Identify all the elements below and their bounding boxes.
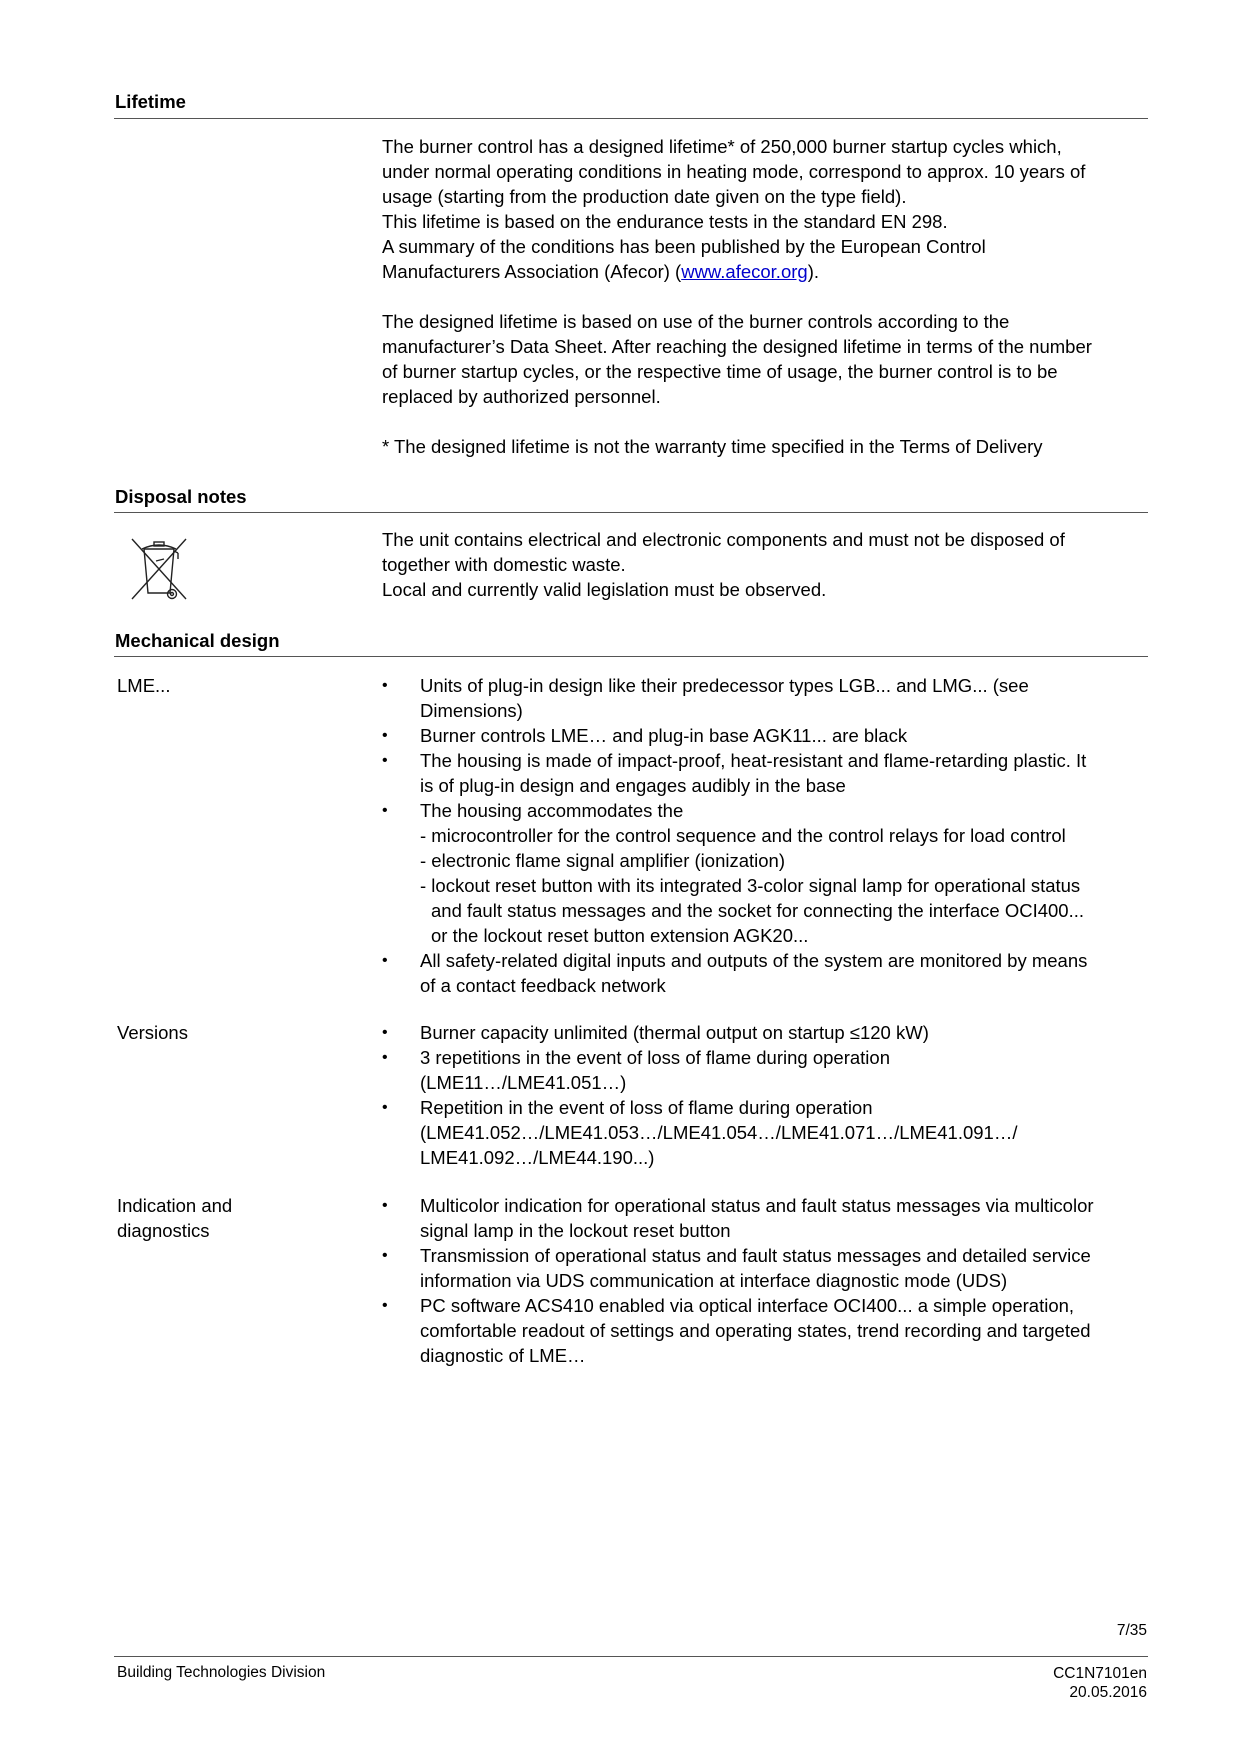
sub-item-line: - electronic flame signal amplifier (ionization) <box>420 850 786 871</box>
label-indication-diagnostics <box>117 1193 347 1243</box>
list-item <box>382 798 1152 948</box>
footer-rule <box>114 1656 1148 1657</box>
text-line: usage (starting from the production date given on the type field). <box>382 186 907 207</box>
item-line: Burner controls LME… and plug-in base AGK11... are black <box>420 725 908 746</box>
sub-item-continuation: and fault status messages and the socket for connecting the interface OCI400... <box>431 900 1085 921</box>
section-rule <box>114 512 1148 513</box>
afecor-link[interactable]: www.afecor.org <box>681 261 808 282</box>
item-line: information via UDS communication at interface diagnostic mode (UDS) <box>420 1270 1008 1291</box>
item-line: is of plug-in design and engages audibly in the base <box>420 775 846 796</box>
lifetime-body <box>382 134 1152 459</box>
bullet-icon: • <box>382 1247 388 1264</box>
label-line: Indication and <box>117 1195 233 1216</box>
list-item <box>382 723 1152 748</box>
lifetime-paragraph-1-last-line <box>382 259 1152 284</box>
bullet-icon: • <box>382 752 388 769</box>
sub-item-line: - lockout reset button with its integrated 3-color signal lamp for operational status <box>420 875 1081 896</box>
bullet-icon: • <box>382 1197 388 1214</box>
sub-item <box>420 848 1152 873</box>
lifetime-footnote: * The designed lifetime is not the warranty time specified in the Terms of Delivery <box>382 436 1043 457</box>
item-line: diagnostic of LME… <box>420 1345 586 1366</box>
item-line: 3 repetitions in the event of loss of flame during operation <box>420 1047 890 1068</box>
item-line: All safety-related digital inputs and outputs of the system are monitored by means <box>420 950 1088 971</box>
section-title-disposal: Disposal notes <box>115 486 247 507</box>
list-item <box>382 1243 1152 1293</box>
section-title-lifetime: Lifetime <box>115 91 186 112</box>
text: ). <box>807 261 819 282</box>
item-line: (LME11…/LME41.051…) <box>420 1072 627 1093</box>
footer-date: 20.05.2016 <box>1069 1684 1147 1701</box>
list-item <box>382 948 1152 998</box>
sub-item-line: - microcontroller for the control sequence and the control relays for load control <box>420 825 1066 846</box>
bullet-icon: • <box>382 1099 388 1116</box>
weee-crossed-bin-icon <box>128 537 190 601</box>
page-number: 7/35 <box>1116 1622 1147 1639</box>
sub-item-continuation: or the lockout reset button extension AGK20... <box>431 925 809 946</box>
item-line: Multicolor indication for operational status and fault status messages via multicolor <box>420 1195 1094 1216</box>
bullet-icon: • <box>382 1049 388 1066</box>
item-line: Units of plug-in design like their predecessor types LGB... and LMG... (see <box>420 675 1029 696</box>
item-line: Repetition in the event of loss of flame during operation <box>420 1097 873 1118</box>
bullet-icon: • <box>382 1297 388 1314</box>
list-item <box>382 1095 1152 1170</box>
disposal-body <box>382 527 1152 602</box>
lme-feature-list <box>382 673 1152 998</box>
text-line: The unit contains electrical and electronic components and must not be disposed of <box>382 529 1065 550</box>
text-line: The designed lifetime is based on use of the burner controls according to the <box>382 311 1010 332</box>
item-line: LME41.092…/LME44.190...) <box>420 1147 655 1168</box>
footer-doc-id: CC1N7101en <box>1053 1665 1147 1682</box>
text-line: The burner control has a designed lifetime* of 250,000 burner startup cycles which, <box>382 136 1062 157</box>
text-line: replaced by authorized personnel. <box>382 386 661 407</box>
list-item <box>382 673 1152 723</box>
text-line: under normal operating conditions in heating mode, correspond to approx. 10 years of <box>382 161 1086 182</box>
section-rule <box>114 118 1148 119</box>
item-line: Transmission of operational status and fault status messages and detailed service <box>420 1245 1091 1266</box>
item-line: The housing accommodates the <box>420 800 684 821</box>
item-line: of a contact feedback network <box>420 975 666 996</box>
label-versions: Versions <box>117 1022 188 1043</box>
section-title-mechanical-design: Mechanical design <box>115 630 280 651</box>
text-line: manufacturer’s Data Sheet. After reaching the designed lifetime in terms of the number <box>382 336 1092 357</box>
list-item <box>382 1045 1152 1095</box>
text-line: Local and currently valid legislation must be observed. <box>382 579 827 600</box>
item-line: (LME41.052…/LME41.053…/LME41.054…/LME41.071…/LME41.091…/ <box>420 1122 1018 1143</box>
bullet-icon: • <box>382 677 388 694</box>
item-line: comfortable readout of settings and operating states, trend recording and targeted <box>420 1320 1091 1341</box>
item-line: PC software ACS410 enabled via optical interface OCI400... a simple operation, <box>420 1295 1075 1316</box>
indication-list <box>382 1193 1152 1368</box>
item-line: signal lamp in the lockout reset button <box>420 1220 731 1241</box>
item-line: Burner capacity unlimited (thermal output on startup ≤120 kW) <box>420 1022 929 1043</box>
list-item <box>382 1193 1152 1243</box>
sub-item <box>420 823 1152 848</box>
text-line: together with domestic waste. <box>382 554 626 575</box>
text-line: of burner startup cycles, or the respective time of usage, the burner control is to be <box>382 361 1058 382</box>
bullet-icon: • <box>382 802 388 819</box>
label-lme: LME... <box>117 675 171 696</box>
lifetime-paragraph-2 <box>382 309 1152 409</box>
text-line: A summary of the conditions has been published by the European Control <box>382 236 986 257</box>
list-item <box>382 1020 1152 1045</box>
text-line: This lifetime is based on the endurance tests in the standard EN 298. <box>382 211 948 232</box>
section-rule <box>114 656 1148 657</box>
bullet-icon: • <box>382 727 388 744</box>
list-item <box>382 1293 1152 1368</box>
item-line: Dimensions) <box>420 700 523 721</box>
bullet-icon: • <box>382 1024 388 1041</box>
bullet-icon: • <box>382 952 388 969</box>
text: Manufacturers Association (Afecor) ( <box>382 261 682 282</box>
lifetime-paragraph-1 <box>382 134 1152 259</box>
versions-list <box>382 1020 1152 1170</box>
list-item <box>382 748 1152 798</box>
label-line: diagnostics <box>117 1220 210 1241</box>
item-line: The housing is made of impact-proof, heat-resistant and flame-retarding plastic. It <box>420 750 1087 771</box>
sub-item <box>420 873 1152 948</box>
footer-division: Building Technologies Division <box>117 1664 326 1681</box>
